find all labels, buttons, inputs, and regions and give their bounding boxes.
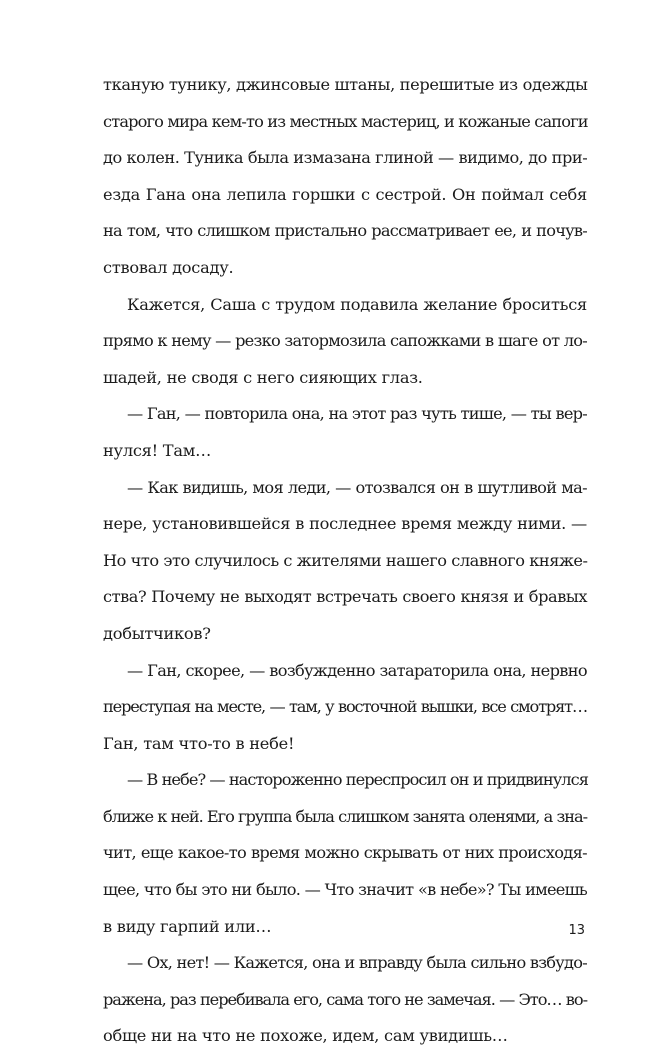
text-line: обще ни на что не похоже, идем, сам увидишь… (103, 1026, 508, 1046)
text-line: шадей, не сводя с него сияющих глаз. (103, 367, 423, 387)
text-line: ражена, раз перебивала его, сама того не замечая. — Это… во- (103, 989, 587, 1009)
text-line: ближе к ней. Его группа была слишком занята оленями, а зна- (103, 806, 587, 826)
text-line: на том, что слишком пристально рассматривает ее, и почув- (103, 221, 587, 241)
body-text (103, 67, 587, 1055)
text-line: тканую тунику, джинсовые штаны, перешитые из одежды (103, 75, 588, 94)
text-line: переступая на месте, — там, у восточной вышки, все смотрят… (103, 697, 587, 717)
text-line: ства? Почему не выходят встречать своего князя и бравых (103, 587, 587, 607)
text-line: Ган, там что-то в небе! (103, 733, 295, 753)
text-line: старого мира кем-то из местных мастериц, и кожаные сапоги (103, 111, 588, 131)
text-line: нулся! Там… (103, 440, 212, 460)
text-line: Кажется, Саша с трудом подавила желание броситься (127, 294, 587, 314)
text-line: — В небе? — настороженно переспросил он и придвинулся (127, 770, 588, 790)
text-line: нере, установившейся в последнее время между ними. — (103, 514, 587, 534)
text-line: — Как видишь, моя леди, — отозвался он в шутливой ма- (127, 477, 587, 497)
text-line: езда Гана она лепила горшки с сестрой. Он поймал себя (103, 184, 587, 204)
text-line: Но что это случилось с жителями нашего славного княже- (103, 550, 588, 570)
text-line: ствовал досаду. (103, 257, 234, 277)
text-line: — Ган, — повторила она, на этот раз чуть тише, — ты вер- (127, 404, 587, 424)
text-line: добытчиков? (103, 623, 211, 643)
text-line: — Ган, скорее, — возбужденно затараторила она, нервно (127, 660, 587, 680)
text-line: — Ох, нет! — Кажется, она и вправду была сильно взбудо- (127, 953, 587, 973)
page-number: 13 (568, 923, 585, 938)
text-line: щее, что бы это ни было. — Что значит «в небе»? Ты имеешь (103, 880, 587, 900)
text-line: чит, еще какое-то время можно скрывать от них происходя- (103, 843, 587, 863)
text-line: прямо к нему — резко затормозила сапожками в шаге от ло- (103, 331, 587, 351)
text-line: до колен. Туника была измазана глиной — видимо, до при- (103, 148, 588, 168)
text-line: в виду гарпий или… (103, 916, 272, 936)
